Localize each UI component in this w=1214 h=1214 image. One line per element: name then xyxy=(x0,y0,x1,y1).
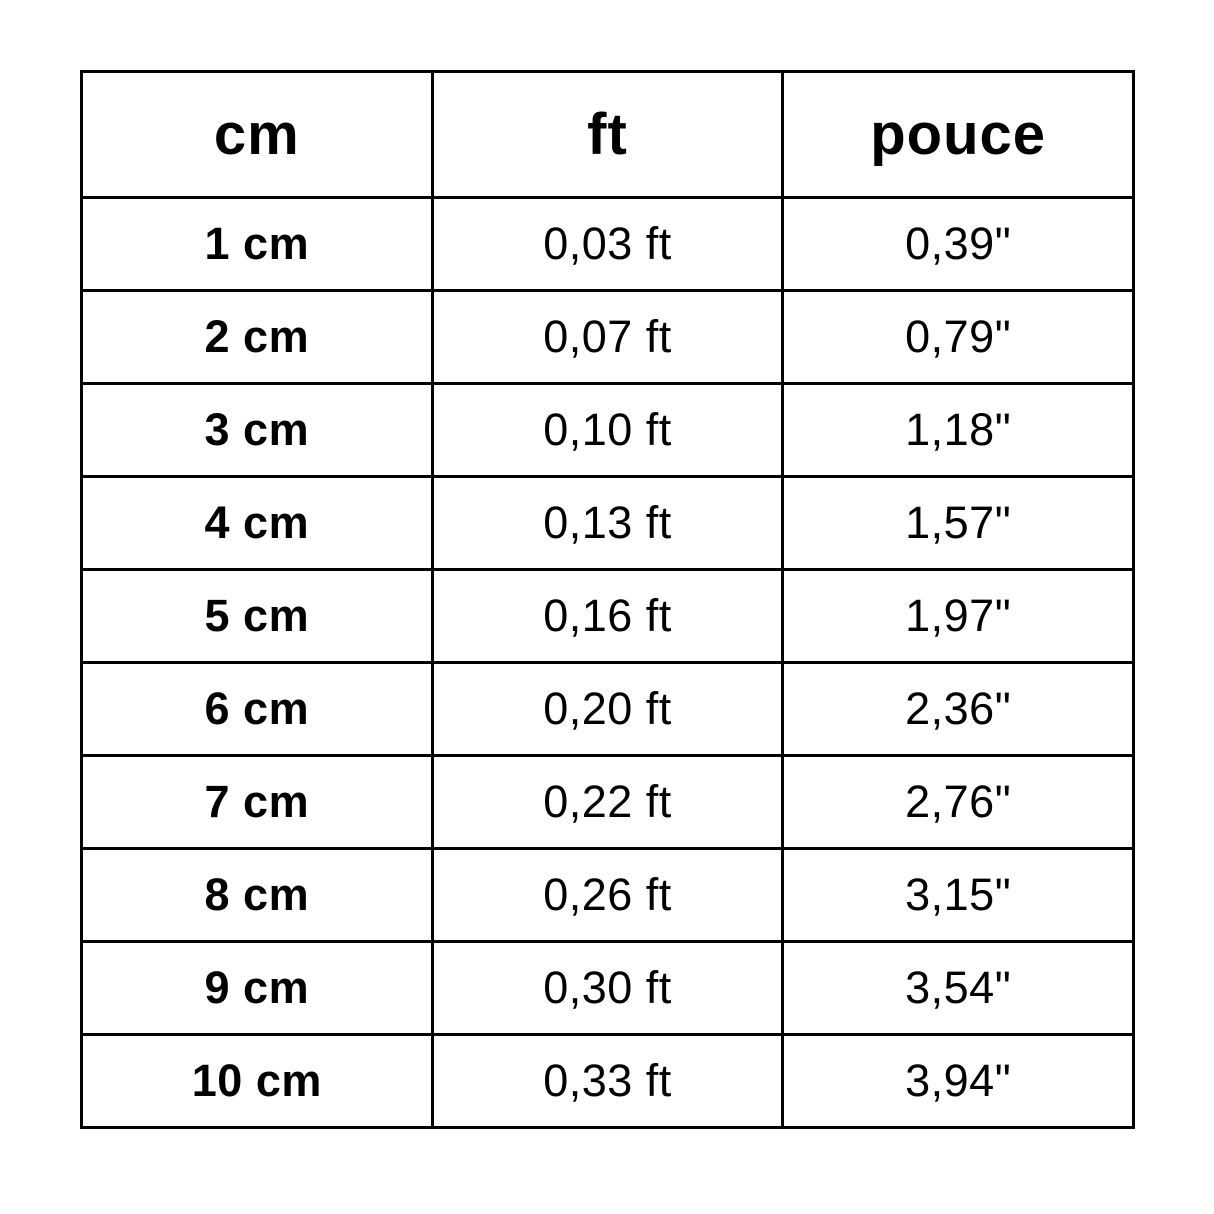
cell-pouce: 1,18" xyxy=(783,384,1134,477)
cell-pouce: 3,94" xyxy=(783,1035,1134,1128)
cell-pouce: 1,97" xyxy=(783,570,1134,663)
header-cell-pouce: pouce xyxy=(783,72,1134,198)
cell-ft: 0,13 ft xyxy=(432,477,783,570)
table-row xyxy=(82,291,1134,384)
table-row xyxy=(82,663,1134,756)
cell-pouce: 3,15" xyxy=(783,849,1134,942)
cell-pouce: 2,76" xyxy=(783,756,1134,849)
cell-ft: 0,20 ft xyxy=(432,663,783,756)
cell-cm: 2 cm xyxy=(82,291,433,384)
conversion-table xyxy=(80,70,1135,1129)
table-row xyxy=(82,384,1134,477)
cell-ft: 0,16 ft xyxy=(432,570,783,663)
cell-cm: 6 cm xyxy=(82,663,433,756)
table-row xyxy=(82,477,1134,570)
cell-ft: 0,22 ft xyxy=(432,756,783,849)
cell-ft: 0,10 ft xyxy=(432,384,783,477)
cell-pouce: 0,79" xyxy=(783,291,1134,384)
header-cell-ft: ft xyxy=(432,72,783,198)
header-cell-cm: cm xyxy=(82,72,433,198)
cell-ft: 0,07 ft xyxy=(432,291,783,384)
cell-pouce: 3,54" xyxy=(783,942,1134,1035)
table-row xyxy=(82,942,1134,1035)
cell-pouce: 0,39" xyxy=(783,198,1134,291)
cell-cm: 4 cm xyxy=(82,477,433,570)
table-row xyxy=(82,570,1134,663)
cell-ft: 0,33 ft xyxy=(432,1035,783,1128)
cell-cm: 8 cm xyxy=(82,849,433,942)
table-body xyxy=(82,198,1134,1128)
cell-ft: 0,26 ft xyxy=(432,849,783,942)
cell-cm: 7 cm xyxy=(82,756,433,849)
cell-pouce: 1,57" xyxy=(783,477,1134,570)
header-row xyxy=(82,72,1134,198)
table-row xyxy=(82,198,1134,291)
cell-cm: 5 cm xyxy=(82,570,433,663)
table-row xyxy=(82,1035,1134,1128)
cell-cm: 9 cm xyxy=(82,942,433,1035)
table-row xyxy=(82,849,1134,942)
cell-pouce: 2,36" xyxy=(783,663,1134,756)
cell-cm: 1 cm xyxy=(82,198,433,291)
cell-ft: 0,30 ft xyxy=(432,942,783,1035)
table-row xyxy=(82,756,1134,849)
cell-cm: 10 cm xyxy=(82,1035,433,1128)
cell-cm: 3 cm xyxy=(82,384,433,477)
cell-ft: 0,03 ft xyxy=(432,198,783,291)
